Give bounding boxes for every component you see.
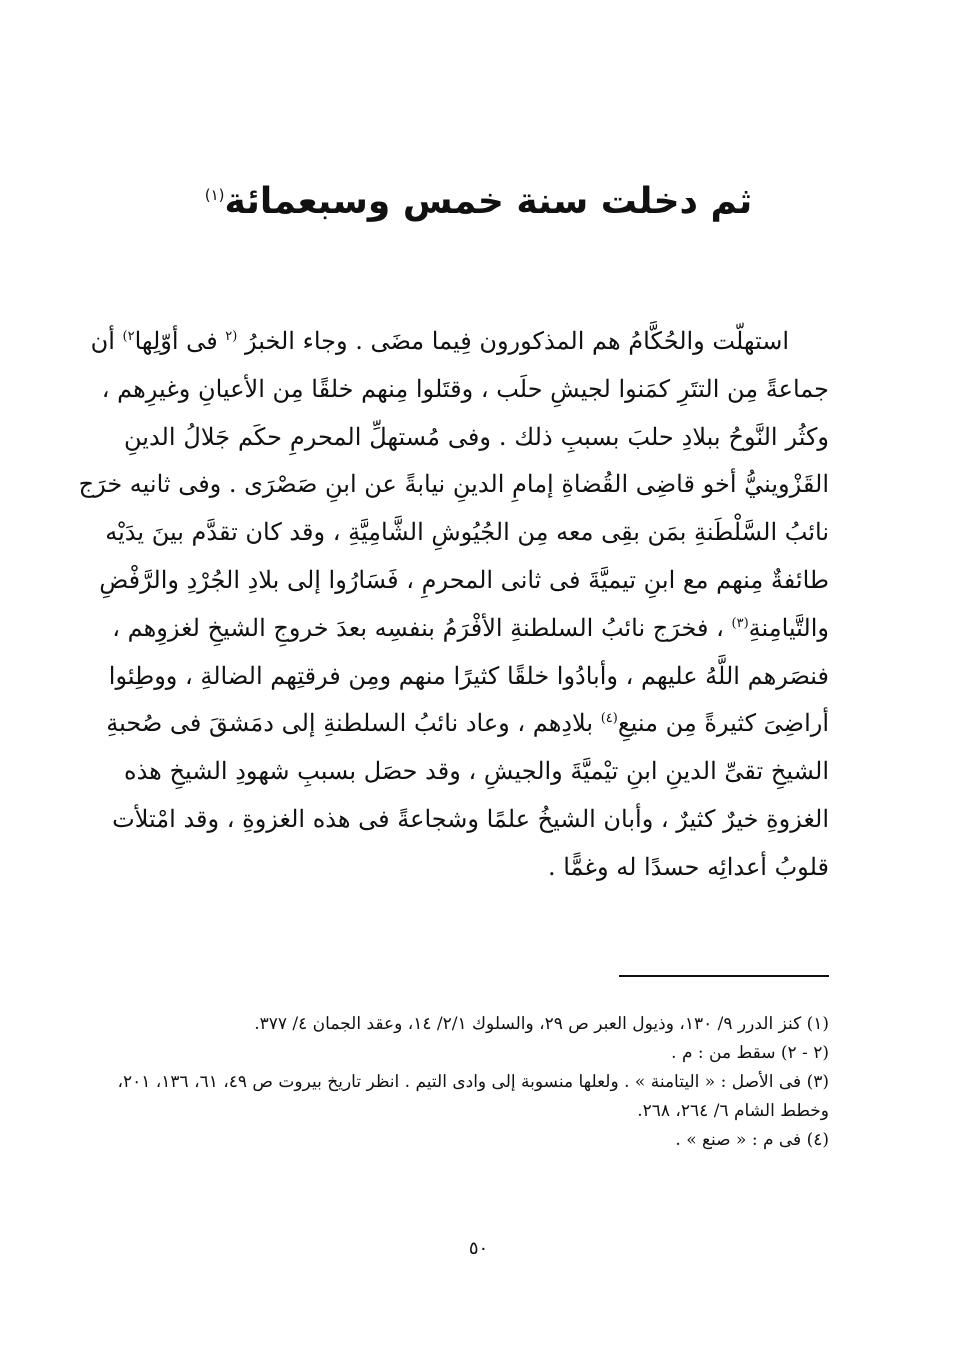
footnote-ref: (٢ — [225, 329, 238, 344]
chapter-title — [120, 170, 837, 227]
footnote-ref: ٢) — [122, 329, 135, 344]
footnotes — [117, 1010, 829, 1155]
footnote-3-continued: وخطط الشام ٦/ ٢٦٤، ٢٦٨. — [637, 1101, 829, 1121]
line-text: استهلّت والحُكَّامُ هم المذكورون فِيما مضَى . وجاء الخبرُ — [237, 327, 789, 355]
body-paragraph — [78, 318, 829, 892]
line-text: أراضِىَ كثيرةً مِن منيعِ — [617, 709, 829, 738]
body-line: قلوبُ أعدائِه حسدًا له وغمًّا . — [547, 852, 829, 881]
body-line: الشيخِ تقىِّ الدينِ ابنِ تيْميَّةَ والجيشِ ، وقد حصَل بسببِ شهودِ الشيخِ هذه — [124, 757, 829, 786]
line-text: والتَّيامِنةِ — [748, 613, 829, 642]
page-number: ٥٠ — [468, 1238, 489, 1259]
line-text: أن — [90, 327, 123, 355]
footnote-ref: (٤) — [600, 711, 618, 727]
body-line: القَزْوينيُّ أخو قاضِى القُضاةِ إمامِ الدينِ نيابةً عن ابنِ صَصْرَى . وفى ثانيه خرَج — [78, 470, 829, 499]
body-line — [90, 318, 829, 366]
line-text: بلادِهم ، وعاد نائبُ السلطنةِ إلى دمَشقَ فى صُحبةِ — [106, 709, 601, 738]
footnote-2: (٢ - ٢) سقط من : م . — [671, 1043, 829, 1063]
line-text: فى أوّلِها — [134, 327, 226, 355]
title-footnote-ref: (١) — [204, 186, 225, 204]
body-line: جماعةً مِن التتَرِ كمَنوا لجيشِ حلَب ، وقتَلوا مِنهم خلقًا مِن الأعيانِ وغيرِهم ، — [101, 374, 829, 403]
body-line — [106, 700, 829, 748]
body-line: نائبُ السَّلْطَنةِ بمَن بقِى معه مِن الجُيُوشِ الشَّامِيَّةِ ، وقد كان تقدَّم بينَ يدَيْه — [105, 518, 829, 547]
footnote-divider — [619, 975, 829, 977]
chapter-title-text: ثم دخلت سنة خمس وسبعمائة — [224, 181, 753, 222]
footnote-1: (١) كنز الدرر ٩/ ١٣٠، وذيول العبر ص ٢٩، والسلوك ٢/١/ ١٤، وعقد الجمان ٤/ ٣٧٧. — [254, 1014, 829, 1034]
footnote-ref: (٣) — [731, 615, 749, 631]
footnote-3: (٣) فى الأصل : « اليتامنة » . ولعلها منسوبة إلى وادى التيم . انظر تاريخ بيروت ص ٤٩، ٦١، ١٣٦، ٢٠١، — [117, 1072, 829, 1092]
body-line — [112, 605, 829, 653]
body-line: طائفةٌ مِنهم مع ابنِ تيميَّةَ فى ثانى المحرمِ ، فَسَارُوا إلى بلادِ الجُرْدِ والرَّفْضِ — [99, 565, 829, 594]
line-text: ، فخرَج نائبُ السلطنةِ الأفْرَمُ بنفسِه بعدَ خروجِ الشيخِ لغزوِهم ، — [112, 613, 732, 642]
body-line: الغزوةِ خيرٌ كثيرٌ ، وأبان الشيخُ علمًا وشجاعةً فى هذه الغزوةِ ، وقد امْتلأت — [112, 804, 829, 833]
body-line: فنصَرهم اللَّهُ عليهم ، وأبادُوا خلقًا كثيرًا منهم ومِن فرقتِهم الضالةِ ، ووطِئوا — [108, 661, 829, 690]
footnote-4: (٤) فى م : « صنع » . — [675, 1130, 829, 1150]
body-line: وكثُر النَّوحُ ببلادِ حلبَ بسببِ ذلك . وفى مُستهلِّ المحرمِ حكَم جَلالُ الدينِ — [124, 422, 829, 451]
